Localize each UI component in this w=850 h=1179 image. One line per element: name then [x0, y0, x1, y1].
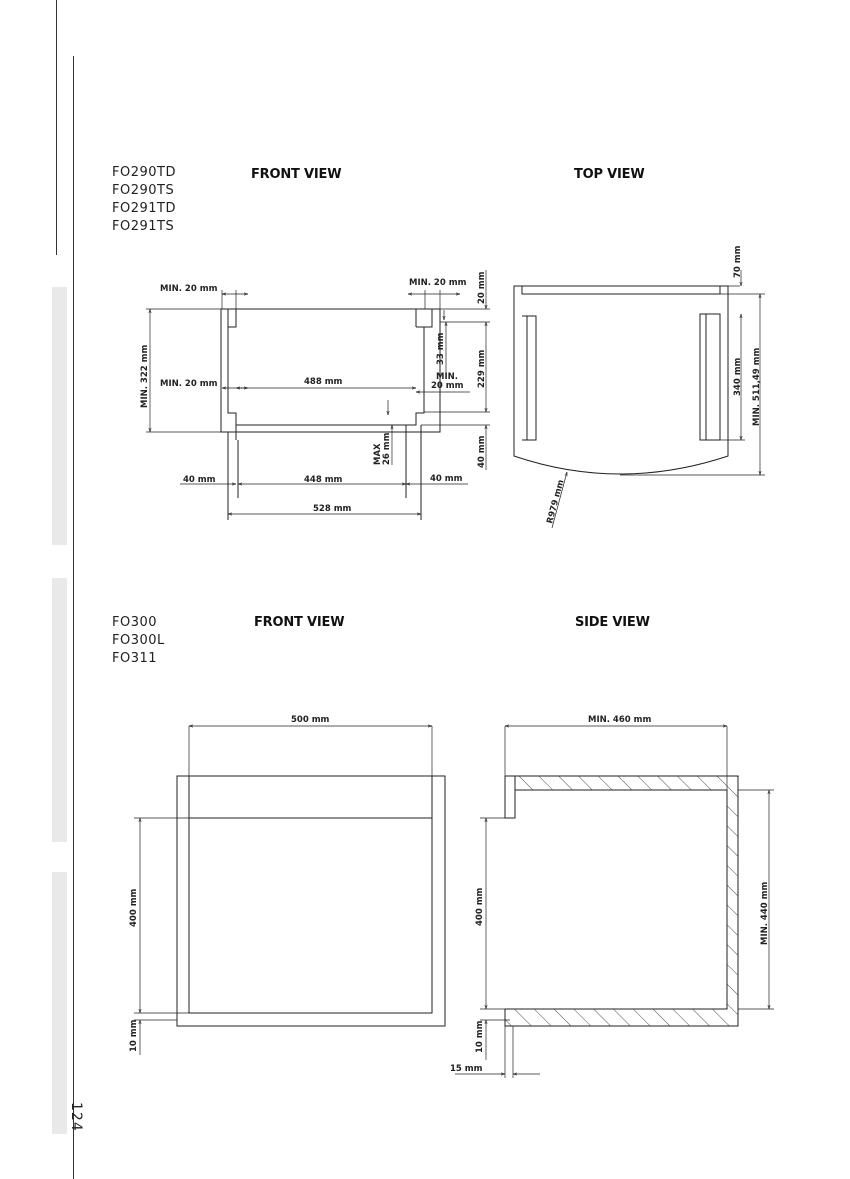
label-26mm: 26 mm — [382, 432, 392, 465]
page-number: 124 — [68, 1102, 84, 1132]
label-33mm: 33 mm — [436, 332, 446, 365]
label-340mm: 340 mm — [733, 357, 743, 396]
label-min20-mid-left: MIN. 20 mm — [160, 379, 218, 389]
side-view-title: SIDE VIEW — [575, 615, 650, 630]
oven-outline — [228, 309, 432, 425]
model-name: FO290TD — [112, 165, 176, 180]
front-view-title-1: FRONT VIEW — [251, 167, 342, 182]
label-488mm: 488 mm — [304, 377, 343, 387]
label-400mm-side: 400 mm — [475, 887, 485, 926]
oven-inner-frame — [189, 776, 432, 1013]
model-name: FO291TS — [112, 219, 175, 234]
label-min-mid-right: MIN. — [436, 372, 458, 382]
hatched-cabinet — [505, 776, 738, 1026]
top-inner-outline — [522, 286, 720, 294]
model-name: FO291TD — [112, 201, 176, 216]
label-528mm: 528 mm — [313, 504, 352, 514]
top-side-panel-right — [700, 314, 720, 440]
label-min20-top-right: MIN. 20 mm — [409, 278, 467, 288]
label-20mm-vertical: 20 mm — [477, 271, 487, 304]
label-40mm-vertical: 40 mm — [477, 435, 487, 468]
front-view-title-2: FRONT VIEW — [254, 615, 345, 630]
label-229mm: 229 mm — [477, 349, 487, 388]
label-min511: MIN. 511,49 mm — [752, 347, 762, 426]
label-40mm-left: 40 mm — [183, 475, 216, 485]
model-name: FO290TS — [112, 183, 175, 198]
oven-outer-frame — [177, 776, 445, 1026]
side-view-drawing — [450, 715, 774, 1078]
label-20mm-mid-right: 20 mm — [431, 381, 464, 391]
label-10mm-front: 10 mm — [129, 1019, 139, 1052]
label-r979: R979 mm — [545, 478, 567, 525]
label-10mm-side: 10 mm — [475, 1020, 485, 1053]
label-min322: MIN. 322 mm — [140, 344, 150, 408]
label-448mm: 448 mm — [304, 475, 343, 485]
top-view-title: TOP VIEW — [574, 167, 645, 182]
top-view-drawing — [514, 245, 765, 528]
model-name: FO311 — [112, 651, 158, 666]
label-min460: MIN. 460 mm — [588, 715, 652, 725]
label-max: MAX — [373, 443, 383, 465]
label-400mm-front: 400 mm — [129, 888, 139, 927]
label-40mm-right: 40 mm — [430, 474, 463, 484]
label-15mm: 15 mm — [450, 1064, 483, 1074]
model-name: FO300L — [112, 633, 165, 648]
label-70mm: 70 mm — [733, 245, 743, 278]
top-side-panel-left — [522, 316, 536, 440]
model-name: FO300 — [112, 615, 158, 630]
cavity-outline — [221, 309, 440, 432]
label-min20-top-left: MIN. 20 mm — [160, 284, 218, 294]
cabinet-outline — [505, 776, 727, 1009]
front-view-1-drawing — [140, 270, 490, 520]
label-500mm: 500 mm — [291, 715, 330, 725]
top-outline — [514, 286, 728, 474]
front-view-2-drawing — [129, 715, 445, 1055]
label-min440: MIN. 440 mm — [760, 881, 770, 945]
